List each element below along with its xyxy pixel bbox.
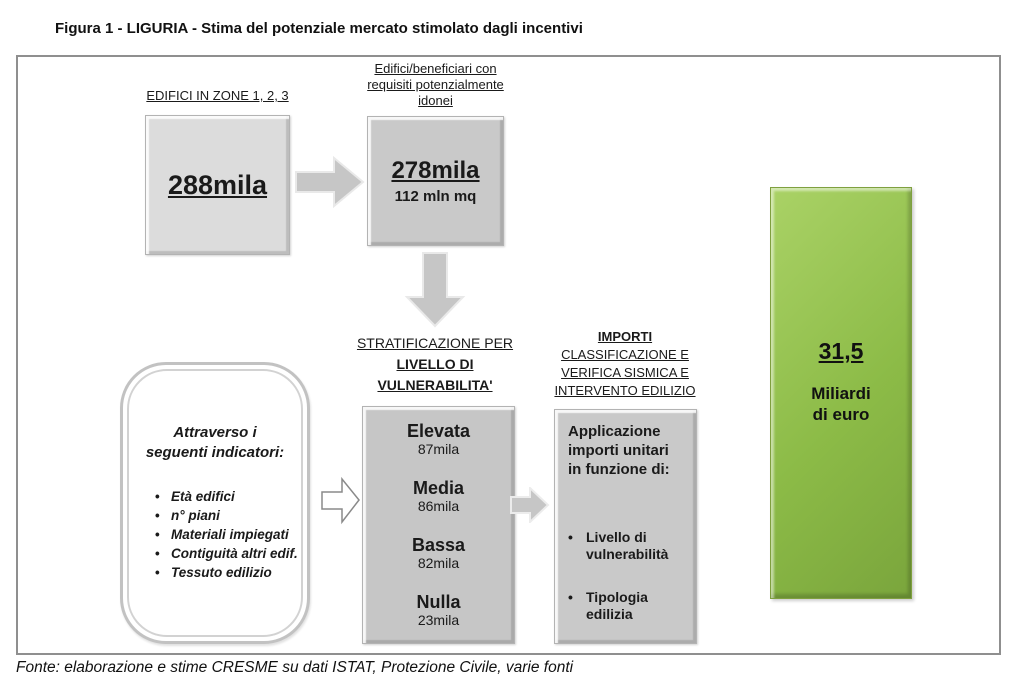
list-item: • Materiali impiegati [155, 527, 289, 542]
level-row: Media 86mila [412, 478, 464, 514]
stratificazione-label: STRATIFICAZIONE PER LIVELLO DI VULNERABILITA' [356, 335, 514, 393]
level-row: Elevata 87mila [406, 421, 471, 457]
list-item: • n° piani [155, 508, 220, 523]
beneficiari-value: 278mila [391, 157, 480, 184]
arrow-right-outline-icon [321, 476, 361, 525]
beneficiari-label: Edifici/beneficiari con requisiti potenzialmente idonei [367, 61, 504, 108]
indicatori-box-inner [127, 369, 303, 637]
indicatori-box [120, 362, 310, 644]
list-item: • Livello di vulnerabilità [568, 529, 669, 562]
diagram-frame [16, 55, 1001, 655]
arrow-right-icon [294, 153, 366, 211]
indicatori-list [129, 487, 301, 582]
importi-label: IMPORTI CLASSIFICAZIONE E VERIFICA SISMICA E INTERVENTO EDILIZIO [554, 329, 696, 398]
list-item: • Tessuto edilizio [155, 565, 272, 580]
source-note: Fonte: elaborazione e stime CRESME su dati ISTAT, Protezione Civile, varie fonti [16, 659, 574, 676]
importi-heading: Applicazione importi unitari in funzione di: [568, 423, 670, 478]
risultato-value: 31,5 [818, 338, 864, 364]
risultato-label: Miliardi di euro [811, 384, 871, 424]
beneficiari-area: 112 mln mq [394, 188, 477, 205]
list-item: • Tipologia edilizia [568, 589, 648, 622]
list-item: • Età edifici [155, 489, 235, 504]
risultato-box [770, 187, 912, 599]
stratificazione-box [362, 406, 515, 644]
arrow-right-small-icon [509, 487, 551, 523]
importi-box [554, 409, 697, 644]
figure-title: Figura 1 - LIGURIA - Stima del potenziale mercato stimolato dagli incentivi [55, 20, 583, 37]
arrow-down-icon [403, 251, 467, 329]
zone-value: 288mila [167, 169, 268, 200]
level-row: Bassa 82mila [411, 535, 466, 571]
zone-box [145, 115, 290, 255]
list-item: • Contiguità altri edif. [155, 546, 298, 561]
indicatori-heading: Attraverso i seguenti indicatori: [145, 424, 285, 461]
level-row: Nulla 23mila [416, 592, 461, 628]
importi-list [568, 515, 682, 623]
zone-label: EDIFICI IN ZONE 1, 2, 3 [146, 88, 289, 103]
beneficiari-box [367, 116, 504, 246]
